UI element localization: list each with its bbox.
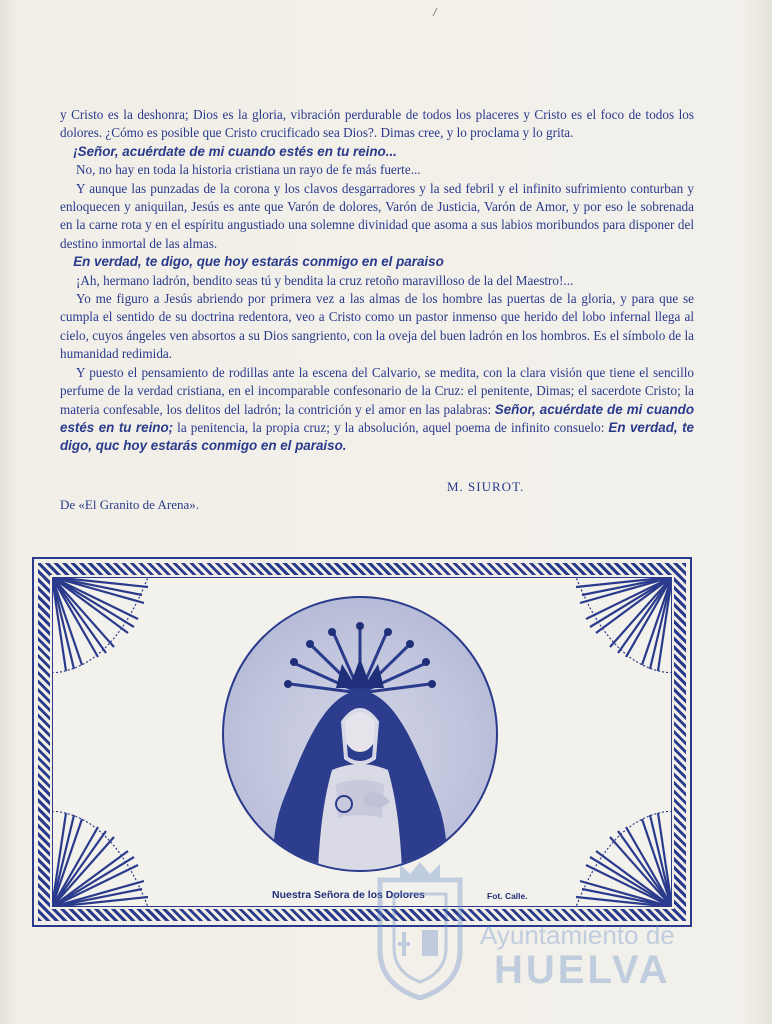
quote-2-line (60, 253, 694, 271)
paragraph-6-quote-1: Señor, acuérdate de mi cuando estés en tu reino; (60, 401, 695, 435)
paragraph-5: Yo me figuro a Jesús abriendo por primera vez a las almas de los hombre las puertas de la gloria, y para que se cumpla el sentido de su doctrina redentora, veo a Cristo como un pastor inmenso que herido del lobo infernal llega al cielo, cuyos ángeles ven absortos a su Dios sangriento, con la oveja del buen ladrón en los hombros. Es el símbolo de la humanidad redimida. (60, 291, 694, 362)
paragraph-6-part-b: la penitencia, la propia cruz; y la absolución, aquel poema de infinito consuelo: (177, 419, 605, 435)
virgin-dolorosa-image (224, 598, 496, 870)
image-caption: Nuestra Señora de los Dolores (272, 889, 425, 901)
paragraph-6 (60, 364, 694, 456)
coat-of-arms-watermark-icon (360, 860, 480, 1000)
paragraph-4: ¡Ah, hermano ladrón, bendito seas tú y bendita la cruz retoño maravilloso de la del Maestro!... (76, 272, 574, 288)
author-signature: M. SIUROT. (447, 479, 525, 494)
paragraph-3: Y aunque las punzadas de la corona y los clavos desgarradores y la sed febril y el infinito sufrimiento conturban y enloquecen y aniquilan, Jesús es ante que Varón de dolores, Varón de Justicia, Varón de Amor, y por eso le sobrenada en la carne rota y en el espíritu angustiado una solemne divinidad que asoma a sus labios moribundos para disponer del destino inmortal de las almas. (60, 180, 694, 251)
pencil-mark (432, 8, 438, 16)
paragraph-6-quote-2: En verdad, te digo, quc hoy estarás conmigo en el paraiso. (60, 419, 694, 454)
sunburst-corner-icon (576, 577, 672, 673)
quote-1: ¡Señor, acuérdate de mi cuando estés en tu reino... (73, 143, 397, 159)
watermark-line-2: HUELVA (494, 948, 671, 992)
paragraph-2: No, no hay en toda la historia cristiana un rayo de fe más fuerte... (76, 162, 421, 178)
photo-credit: Fot. Calle. (487, 891, 528, 901)
watermark-line-1: Ayuntamiento de (480, 920, 675, 950)
source-attribution: De «El Granito de Arena». (60, 497, 199, 512)
sunburst-corner-icon (576, 811, 672, 907)
article-text (60, 106, 694, 456)
paragraph-1: y Cristo es la deshonra; Dios es la gloria, vibración perdurable de todos los placeres y Cristo es el foco de todos los dolores. ¿Cómo es posible que Cristo crucificado sea Dios?. Dimas cree, y lo proclama y lo grita. (60, 107, 694, 141)
paragraph-6-part-a: Y puesto el pensamiento de rodillas ante la escena del Calvario, se medita, con la clara visión que tiene el sencillo perfume de la verdad cristiana, en el incomparable confesonario de la Cruz: el penitente, Dimas; el sacerdote Cristo; la materia confesable, los delitos del ladrón; la contrición y el amor en las palabras: (60, 364, 694, 417)
sunburst-corner-icon (52, 811, 148, 907)
sunburst-corner-icon (52, 577, 148, 673)
quote-1-line (60, 143, 694, 161)
quote-2: En verdad, te digo, que hoy estarás conmigo en el paraiso (73, 254, 444, 270)
virgin-portrait-medallion (222, 596, 498, 872)
